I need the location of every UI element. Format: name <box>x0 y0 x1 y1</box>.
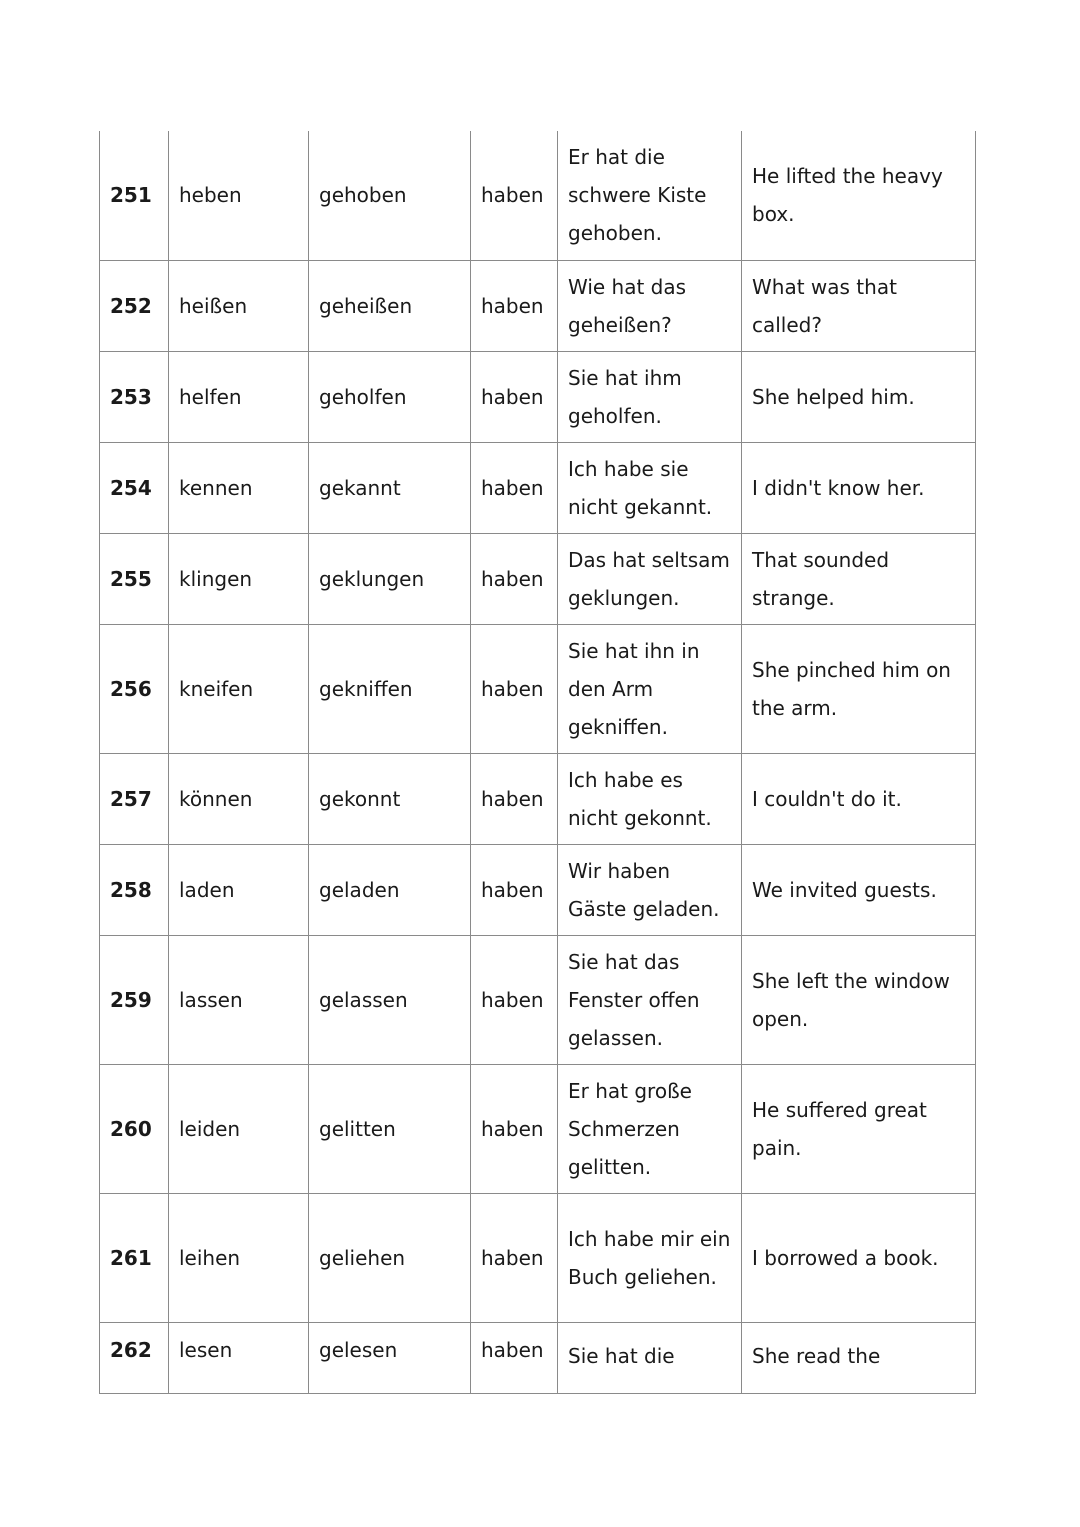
auxiliary-verb: haben <box>471 442 558 533</box>
past-participle: geliehen <box>309 1193 471 1322</box>
verb-table <box>99 131 976 1394</box>
infinitive: heißen <box>169 260 309 351</box>
row-number: 254 <box>100 442 169 533</box>
infinitive: lassen <box>169 935 309 1064</box>
example-sentence: Er hat große Schmerzen gelitten. <box>558 1064 742 1193</box>
row-number: 261 <box>100 1193 169 1322</box>
translation: We invited guests. <box>742 844 976 935</box>
translation: That sounded strange. <box>742 533 976 624</box>
infinitive: leiden <box>169 1064 309 1193</box>
example-sentence: Er hat die schwere Kiste gehoben. <box>558 131 742 260</box>
table-row <box>100 351 976 442</box>
row-number: 253 <box>100 351 169 442</box>
example-sentence: Ich habe sie nicht gekannt. <box>558 442 742 533</box>
example-sentence: Ich habe mir ein Buch geliehen. <box>558 1193 742 1322</box>
past-participle: gekonnt <box>309 753 471 844</box>
infinitive: heben <box>169 131 309 260</box>
translation: He lifted the heavy box. <box>742 131 976 260</box>
example-sentence: Wie hat das geheißen? <box>558 260 742 351</box>
table-row <box>100 442 976 533</box>
row-number: 258 <box>100 844 169 935</box>
table-row <box>100 1322 976 1393</box>
example-sentence: Ich habe es nicht gekonnt. <box>558 753 742 844</box>
auxiliary-verb: haben <box>471 935 558 1064</box>
past-participle: geheißen <box>309 260 471 351</box>
translation: I couldn't do it. <box>742 753 976 844</box>
past-participle: gelassen <box>309 935 471 1064</box>
past-participle: geholfen <box>309 351 471 442</box>
row-number: 252 <box>100 260 169 351</box>
infinitive: helfen <box>169 351 309 442</box>
past-participle: gelesen <box>309 1322 471 1393</box>
auxiliary-verb: haben <box>471 624 558 753</box>
infinitive: lesen <box>169 1322 309 1393</box>
translation: I borrowed a book. <box>742 1193 976 1322</box>
auxiliary-verb: haben <box>471 533 558 624</box>
past-participle: gekannt <box>309 442 471 533</box>
auxiliary-verb: haben <box>471 753 558 844</box>
translation: She helped him. <box>742 351 976 442</box>
translation: She pinched him on the arm. <box>742 624 976 753</box>
past-participle: gekniffen <box>309 624 471 753</box>
example-sentence: Sie hat ihn in den Arm gekniffen. <box>558 624 742 753</box>
example-sentence: Wir haben Gäste geladen. <box>558 844 742 935</box>
table-row <box>100 533 976 624</box>
row-number: 255 <box>100 533 169 624</box>
past-participle: gehoben <box>309 131 471 260</box>
translation: I didn't know her. <box>742 442 976 533</box>
table-row <box>100 935 976 1064</box>
table-row <box>100 624 976 753</box>
auxiliary-verb: haben <box>471 351 558 442</box>
example-sentence: Sie hat das Fenster offen gelassen. <box>558 935 742 1064</box>
row-number: 251 <box>100 131 169 260</box>
auxiliary-verb: haben <box>471 131 558 260</box>
example-sentence: Sie hat ihm geholfen. <box>558 351 742 442</box>
past-participle: gelitten <box>309 1064 471 1193</box>
row-number: 262 <box>100 1322 169 1393</box>
auxiliary-verb: haben <box>471 844 558 935</box>
auxiliary-verb: haben <box>471 1322 558 1393</box>
infinitive: laden <box>169 844 309 935</box>
translation: He suffered great pain. <box>742 1064 976 1193</box>
infinitive: kennen <box>169 442 309 533</box>
table-row <box>100 844 976 935</box>
row-number: 256 <box>100 624 169 753</box>
past-participle: geladen <box>309 844 471 935</box>
infinitive: können <box>169 753 309 844</box>
auxiliary-verb: haben <box>471 260 558 351</box>
infinitive: klingen <box>169 533 309 624</box>
row-number: 259 <box>100 935 169 1064</box>
row-number: 260 <box>100 1064 169 1193</box>
auxiliary-verb: haben <box>471 1193 558 1322</box>
translation: She left the window open. <box>742 935 976 1064</box>
table-row <box>100 260 976 351</box>
infinitive: kneifen <box>169 624 309 753</box>
example-sentence: Das hat seltsam geklungen. <box>558 533 742 624</box>
table-row <box>100 753 976 844</box>
row-number: 257 <box>100 753 169 844</box>
past-participle: geklungen <box>309 533 471 624</box>
example-sentence: Sie hat die <box>558 1322 742 1393</box>
table-row <box>100 1193 976 1322</box>
translation: She read the <box>742 1322 976 1393</box>
table-row <box>100 131 976 260</box>
translation: What was that called? <box>742 260 976 351</box>
auxiliary-verb: haben <box>471 1064 558 1193</box>
table-row <box>100 1064 976 1193</box>
infinitive: leihen <box>169 1193 309 1322</box>
